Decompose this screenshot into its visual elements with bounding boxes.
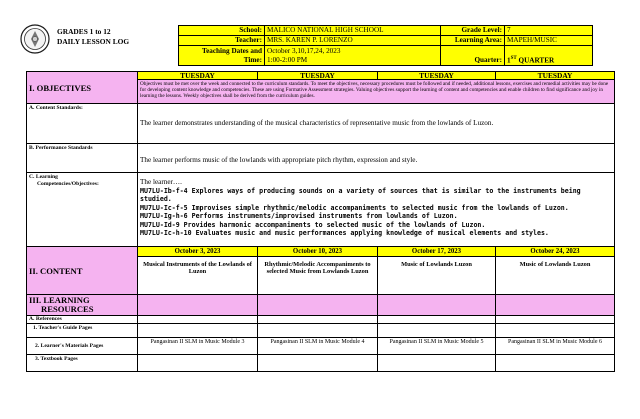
- references-cell-3: [378, 316, 496, 324]
- content-title-4: Music of Lowlands Luzon: [496, 257, 615, 295]
- document-title: [57, 27, 129, 47]
- content-date-4: October 24, 2023: [496, 247, 615, 257]
- objectives-label-cell: [27, 72, 138, 104]
- deped-seal-logo: [20, 24, 50, 54]
- school-label: School:: [179, 26, 265, 36]
- competencies-label-line-2: Competencies/Objectives:: [37, 181, 99, 187]
- learning-resources-label-line-2: RESOURCES: [41, 304, 94, 314]
- references-cell-2: [258, 316, 378, 324]
- content-date-1: October 3, 2023: [138, 247, 258, 257]
- competency-item: MU7LU-Ic-f-5 Improvises simple rhythmic/melodic accompaniments to selected music from the lowlands of Luzon.: [140, 203, 569, 212]
- performance-standards-text: The learner performs music of the lowlands with appropriate pitch rhythm, expression and style.: [138, 144, 615, 173]
- day-header-3: TUESDAY: [378, 72, 496, 80]
- content-title-1: Musical Instruments of the Lowlands of Luzon: [138, 257, 258, 295]
- teaching-dates-label-line-1: Teaching Dates and: [201, 46, 262, 55]
- references-cell-4: [496, 316, 615, 324]
- teachers-guide-label: 1. Teacher's Guide Pages: [27, 324, 138, 338]
- textbook-cell-3: [378, 355, 496, 372]
- teacher-label: Teacher:: [179, 36, 265, 46]
- day-header-4: TUESDAY: [496, 72, 615, 80]
- title-line-1: GRADES 1 to 12: [57, 27, 111, 36]
- competency-item: MU7LU-Ig-h-6 Performs instruments/improvised instruments from lowlands of Luzon.: [140, 212, 458, 221]
- teachers-guide-cell-1: [138, 324, 258, 338]
- competencies-label-line-1: C. Learning: [29, 174, 58, 180]
- content-date-2: October 10, 2023: [258, 247, 378, 257]
- textbook-cell-4: [496, 355, 615, 372]
- learning-resources-label: [27, 295, 138, 316]
- resources-cell-4: [496, 295, 615, 316]
- teachers-guide-cell-3: [378, 324, 496, 338]
- teacher-value: MRS. KAREN P. LORENZO: [265, 36, 441, 46]
- content-standards-text: The learner demonstrates understanding of the musical characteristics of representative music from the lowlands of Luzon.: [138, 104, 615, 144]
- teaching-dates: October 3,10,17,24, 2023: [267, 46, 341, 55]
- grade-level-label: Grade Level:: [441, 26, 505, 36]
- competencies-intro: The learner….: [140, 178, 182, 186]
- header-info-table: [178, 25, 593, 66]
- textbook-pages-label: 3. Textbook Pages: [27, 355, 138, 372]
- learning-area-value: MAPEH/MUSIC: [505, 36, 593, 46]
- resources-cell-2: [258, 295, 378, 316]
- textbook-cell-2: [258, 355, 378, 372]
- learners-materials-2: Pangasinan II SLM in Music Module 4: [258, 338, 378, 355]
- references-label: A. References: [27, 316, 138, 324]
- content-standards-label: A. Content Standards:: [27, 104, 138, 144]
- references-cell-1: [138, 316, 258, 324]
- competency-item: MU7LU-Id-9 Provides harmonic accompaniments to selected music of the lowlands of Luzon.: [140, 220, 486, 229]
- quarter-word: QUARTER: [516, 56, 555, 64]
- performance-standards-label: B. Performance Standards: [27, 144, 138, 173]
- resources-cell-3: [378, 295, 496, 316]
- learners-materials-label: 2. Learner's Materials Pages: [27, 338, 138, 355]
- learning-area-label: Learning Area:: [441, 36, 505, 46]
- competency-item: MU7LU-Ib-f-4 Explores ways of producing sounds on a variety of sources that is similar to the instruments being studied.: [140, 187, 581, 204]
- day-header-2: TUESDAY: [258, 72, 378, 80]
- teaching-dates-label-line-2: Time:: [243, 55, 262, 64]
- competencies-cell: [138, 173, 615, 247]
- learning-resources-label-line-1: III. LEARNING: [29, 295, 90, 305]
- quarter-suffix: ST: [510, 55, 517, 61]
- objectives-label: I. OBJECTIVES: [29, 82, 92, 93]
- teaching-dates-label: [179, 46, 265, 66]
- day-header-1: TUESDAY: [138, 72, 258, 80]
- quarter-number: 1: [507, 56, 511, 64]
- title-line-2: DAILY LESSON LOG: [57, 37, 130, 46]
- content-date-3: October 17, 2023: [378, 247, 496, 257]
- learners-materials-1: Pangasinan II SLM in Music Module 3: [138, 338, 258, 355]
- quarter-value: [505, 46, 593, 66]
- learners-materials-4: Pangasinan II SLM in Music Module 6: [496, 338, 615, 355]
- lesson-log-table: [26, 71, 615, 372]
- grade-level-value: 7: [505, 26, 593, 36]
- teachers-guide-cell-4: [496, 324, 615, 338]
- content-title-3: Music of Lowlands Luzon: [378, 257, 496, 295]
- textbook-cell-1: [138, 355, 258, 372]
- content-label-cell: [27, 247, 138, 295]
- competencies-label: [27, 173, 138, 247]
- quarter-label: Quarter:: [441, 46, 505, 66]
- learners-materials-3: Pangasinan II SLM in Music Module 5: [378, 338, 496, 355]
- content-title-2: Rhythmic/Melodic Accompaniments to selected Music from Lowlands Luzon: [258, 257, 378, 295]
- competency-item: MU7LU-Ic-h-10 Evaluates music and music performances applying knowledge of musical elements and styles.: [140, 229, 549, 238]
- school-value: MALICO NATIONAL HIGH SCHOOL: [265, 26, 441, 36]
- resources-cell-1: [138, 295, 258, 316]
- objectives-description: Objectives must be met over the week and connected to the curriculum standards. To meet the objectives, necessary procedures must be followed and if needed, additional lessons, exercises and remedial activities may be done for developing content knowledge and competencies. These are using Formative Assessment strategies. Valuing objectives support the learning of content and competencies and enable children to find significance and joy in learning the lessons. Weekly objectives shall be derived from the curriculum guides.: [138, 80, 615, 104]
- teaching-dates-value: [265, 46, 441, 66]
- teaching-time: 1:00-2:00 PM: [267, 55, 308, 64]
- teachers-guide-cell-2: [258, 324, 378, 338]
- content-label: II. CONTENT: [29, 265, 83, 276]
